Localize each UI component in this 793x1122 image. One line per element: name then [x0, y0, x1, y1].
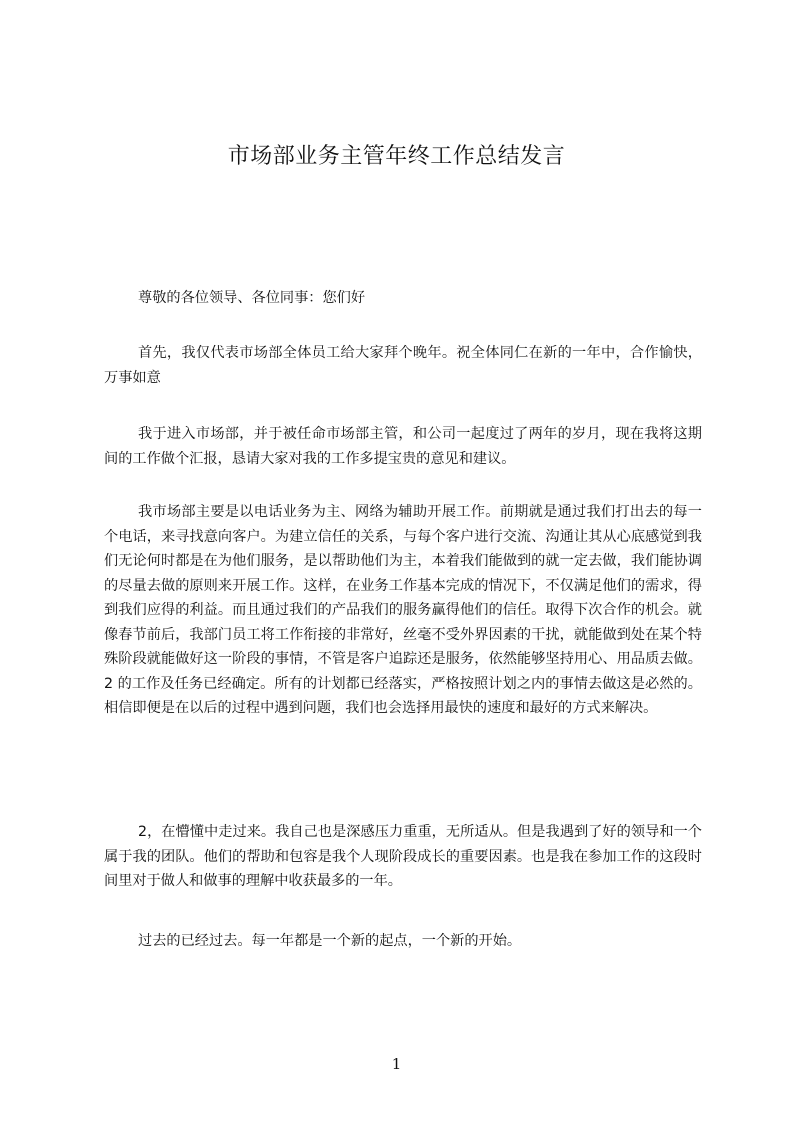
paragraph-work-summary: 我市场部主要是以电话业务为主、网络为辅助开展工作。前期就是通过我们打出去的每一个电话，来寻找意向客户。为建立信任的关系，与每个客户进行交流、沟通让其从心底感觉到我们无论何时都是在为他们服务，是以帮助他们为主，本着我们能做到的就一定去做，我们能协调的尽量去做的原则来开展工作。这样，在业务工作基本完成的情况下，不仅满足他们的需求，得到我们应得的利益。而且通过我们的产品我们的服务赢得他们的信任。取得下次合作的机会。就像春节前后，我部门员工将工作衔接的非常好，丝毫不受外界因素的干扰，就能做到处在某个特殊阶段就能做好这一阶段的事情，不管是客户追踪还是服务，依然能够坚持用心、用品质去做。2 的工作及任务已经确定。所有的计划都已经落实，严格按照计划之内的事情去做这是必然的。相信即便是在以后的过程中遇到问题，我们也会选择用最快的速度和最好的方式来解决。: [104, 504, 702, 716]
paragraph-growth: 2，在懵懂中走过来。我自己也是深感压力重重，无所适从。但是我遇到了好的领导和一个属于我的团队。他们的帮助和包容是我个人现阶段成长的重要因素。也是我在参加工作的这段时间里对于做人和做事的理解中收获最多的一年。: [104, 824, 702, 889]
paragraph-intro: 我于进入市场部，并于被任命市场部主管，和公司一起度过了两年的岁月，现在我将这期间的工作做个汇报，恳请大家对我的工作多提宝贵的意见和建议。: [104, 426, 702, 467]
document-title: 市场部业务主管年终工作总结发言: [227, 144, 566, 169]
paragraph-greeting: 首先，我仅代表市场部全体员工给大家拜个晚年。祝全体同仁在新的一年中，合作愉快，万事如意: [104, 345, 702, 386]
page-number: 1: [391, 1055, 402, 1073]
paragraph-closing: 过去的已经过去。每一年都是一个新的起点，一个新的开始。: [138, 933, 522, 949]
salutation: 尊敬的各位领导、各位同事：您们好: [138, 290, 366, 306]
